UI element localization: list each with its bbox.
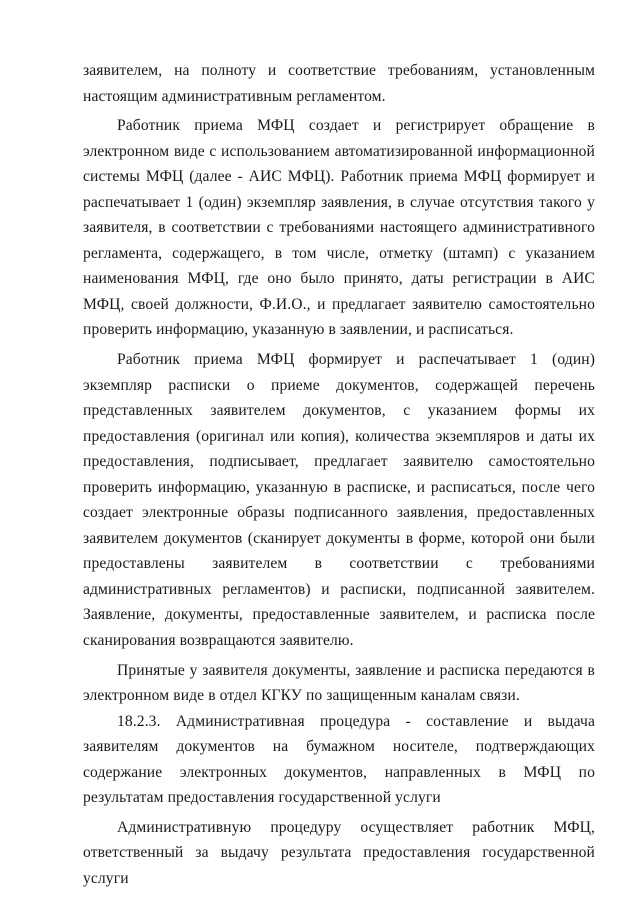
paragraph-transfer: Принятые у заявителя документы, заявление и расписка передаются в электронном виде в отдел КГКУ по защищенным каналам связи. bbox=[83, 661, 595, 705]
paragraph-receipt: Работник приема МФЦ формирует и распечатывает 1 (один) экземпляр расписки о приеме документов, содержащей перечень представленных заявителем документов, с указанием формы их предоставления (оригинал или копия), количества экземпляров и даты их предоставления, подписывает, предлагает заявителю самостоятельно проверить информацию, указанную в расписке, и расписаться, после чего создает электронные образы подписанного заявления, предоставленных заявителем документов (сканирует документы в форме, которой они были предоставлены заявителем в соответствии с требованиями административных регламентов) и расписки, подписанной заявителем. Заявление, документы, предоставленные заявителем, и расписка после сканирования возвращаются заявителю. bbox=[83, 351, 595, 650]
document-body bbox=[83, 58, 595, 892]
paragraph-registration: Работник приема МФЦ создает и регистрирует обращение в электронном виде с использованием автоматизированной информационной системы МФЦ (далее - АИС МФЦ). Работник приема МФЦ формирует и распечатывает 1 (один) экземпляр заявления, в случае отсутствия такого у заявителя, в соответствии с требованиями настоящего административного регламента, содержащего, в том числе, отметку (штамп) с указанием наименования МФЦ, где оно было принято, даты регистрации в АИС МФЦ, своей должности, Ф.И.О., и предлагает заявителю самостоятельно проверить информацию, указанную в заявлении, и расписаться. bbox=[83, 117, 595, 339]
paragraph-procedure: Административную процедуру осуществляет работник МФЦ, ответственный за выдачу результата предоставления государственной услуги bbox=[83, 818, 595, 887]
section-heading-18-2-3: 18.2.3. Административная процедура - составление и выдача заявителям документов на бумажном носителе, подтверждающих содержание электронных документов, направленных в МФЦ по результатам предоставления государственной услуги bbox=[83, 712, 595, 807]
paragraph-continuation: заявителем, на полноту и соответствие требованиям, установленным настоящим административным регламентом. bbox=[83, 62, 595, 105]
